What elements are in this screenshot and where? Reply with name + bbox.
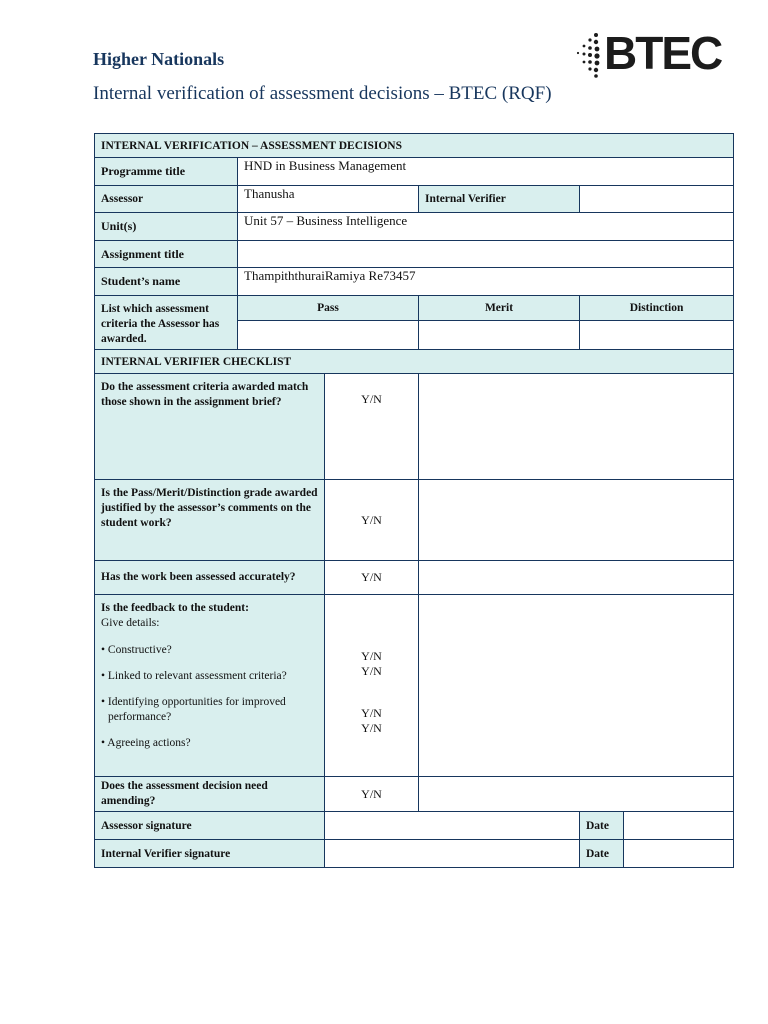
assessor-date-field[interactable] [624,812,734,840]
pass-header: Pass [238,296,419,321]
assignment-title-label: Assignment title [95,241,238,268]
distinction-criteria-field[interactable] [580,320,734,349]
criteria-label: List which assessment criteria the Assessor has awarded. [95,296,238,350]
q2-question: Is the Pass/Merit/Distinction grade awarded justified by the assessor’s comments on the student work? [95,480,325,561]
q1-yn[interactable]: Y/N [325,374,419,480]
iv-signature-field[interactable] [325,840,580,868]
q4-title: Is the feedback to the student: [101,602,249,614]
q5-question: Does the assessment decision need amending? [95,777,325,812]
programme-title-field[interactable]: HND in Business Management [238,158,734,186]
merit-criteria-field[interactable] [419,320,580,349]
logo-dots-icon [574,32,604,78]
merit-header: Merit [419,296,580,321]
units-label: Unit(s) [95,213,238,241]
q4-item-linked: • Linked to relevant assessment criteria? [101,670,287,682]
q4-yn-2[interactable]: Y/N [361,664,382,678]
assignment-title-field[interactable] [238,241,734,268]
pass-criteria-field[interactable] [238,320,419,349]
iv-signature-label: Internal Verifier signature [95,840,325,868]
q4-yn-group [325,595,419,777]
q4-question [95,595,325,777]
q4-comment-field[interactable] [419,595,734,777]
units-field[interactable]: Unit 57 – Business Intelligence [238,213,734,241]
assessor-label: Assessor [95,186,238,213]
student-name-label: Student’s name [95,268,238,296]
q4-yn-4[interactable]: Y/N [361,721,382,735]
q3-question: Has the work been assessed accurately? [95,561,325,595]
q3-yn[interactable]: Y/N [325,561,419,595]
iv-date-field[interactable] [624,840,734,868]
header-subtitle: Internal verification of assessment decisions – BTEC (RQF) [93,83,552,104]
assessor-signature-field[interactable] [325,812,580,840]
distinction-header: Distinction [580,296,734,321]
student-name-field[interactable]: ThampiththuraiRamiya Re73457 [238,268,734,296]
q4-yn-3[interactable]: Y/N [361,706,382,720]
checklist-title: INTERNAL VERIFIER CHECKLIST [95,350,734,374]
header-title: Higher Nationals [93,49,225,69]
q3-comment-field[interactable] [419,561,734,595]
q1-question: Do the assessment criteria awarded match those shown in the assignment brief? [95,374,325,480]
q4-yn-1[interactable]: Y/N [361,649,382,663]
internal-verifier-field[interactable] [580,186,734,213]
assessor-field[interactable]: Thanusha [238,186,419,213]
logo-text: BTEC [604,27,722,79]
q2-yn[interactable]: Y/N [325,480,419,561]
q4-item-constructive: • Constructive? [101,644,172,656]
section-title: INTERNAL VERIFICATION – ASSESSMENT DECISIONS [95,134,734,158]
q4-item-opportunities: • Identifying opportunities for improved performance? [101,696,286,723]
assessor-date-label: Date [580,812,624,840]
q4-subtitle: Give details: [101,617,160,629]
programme-title-label: Programme title [95,158,238,186]
verification-form [94,133,734,868]
q4-item-actions: • Agreeing actions? [101,737,191,749]
iv-date-label: Date [580,840,624,868]
assessor-signature-label: Assessor signature [95,812,325,840]
internal-verifier-label: Internal Verifier [419,186,580,213]
btec-logo [574,27,724,82]
q1-comment-field[interactable] [419,374,734,480]
q2-comment-field[interactable] [419,480,734,561]
q5-yn[interactable]: Y/N [325,777,419,812]
q5-comment-field[interactable] [419,777,734,812]
